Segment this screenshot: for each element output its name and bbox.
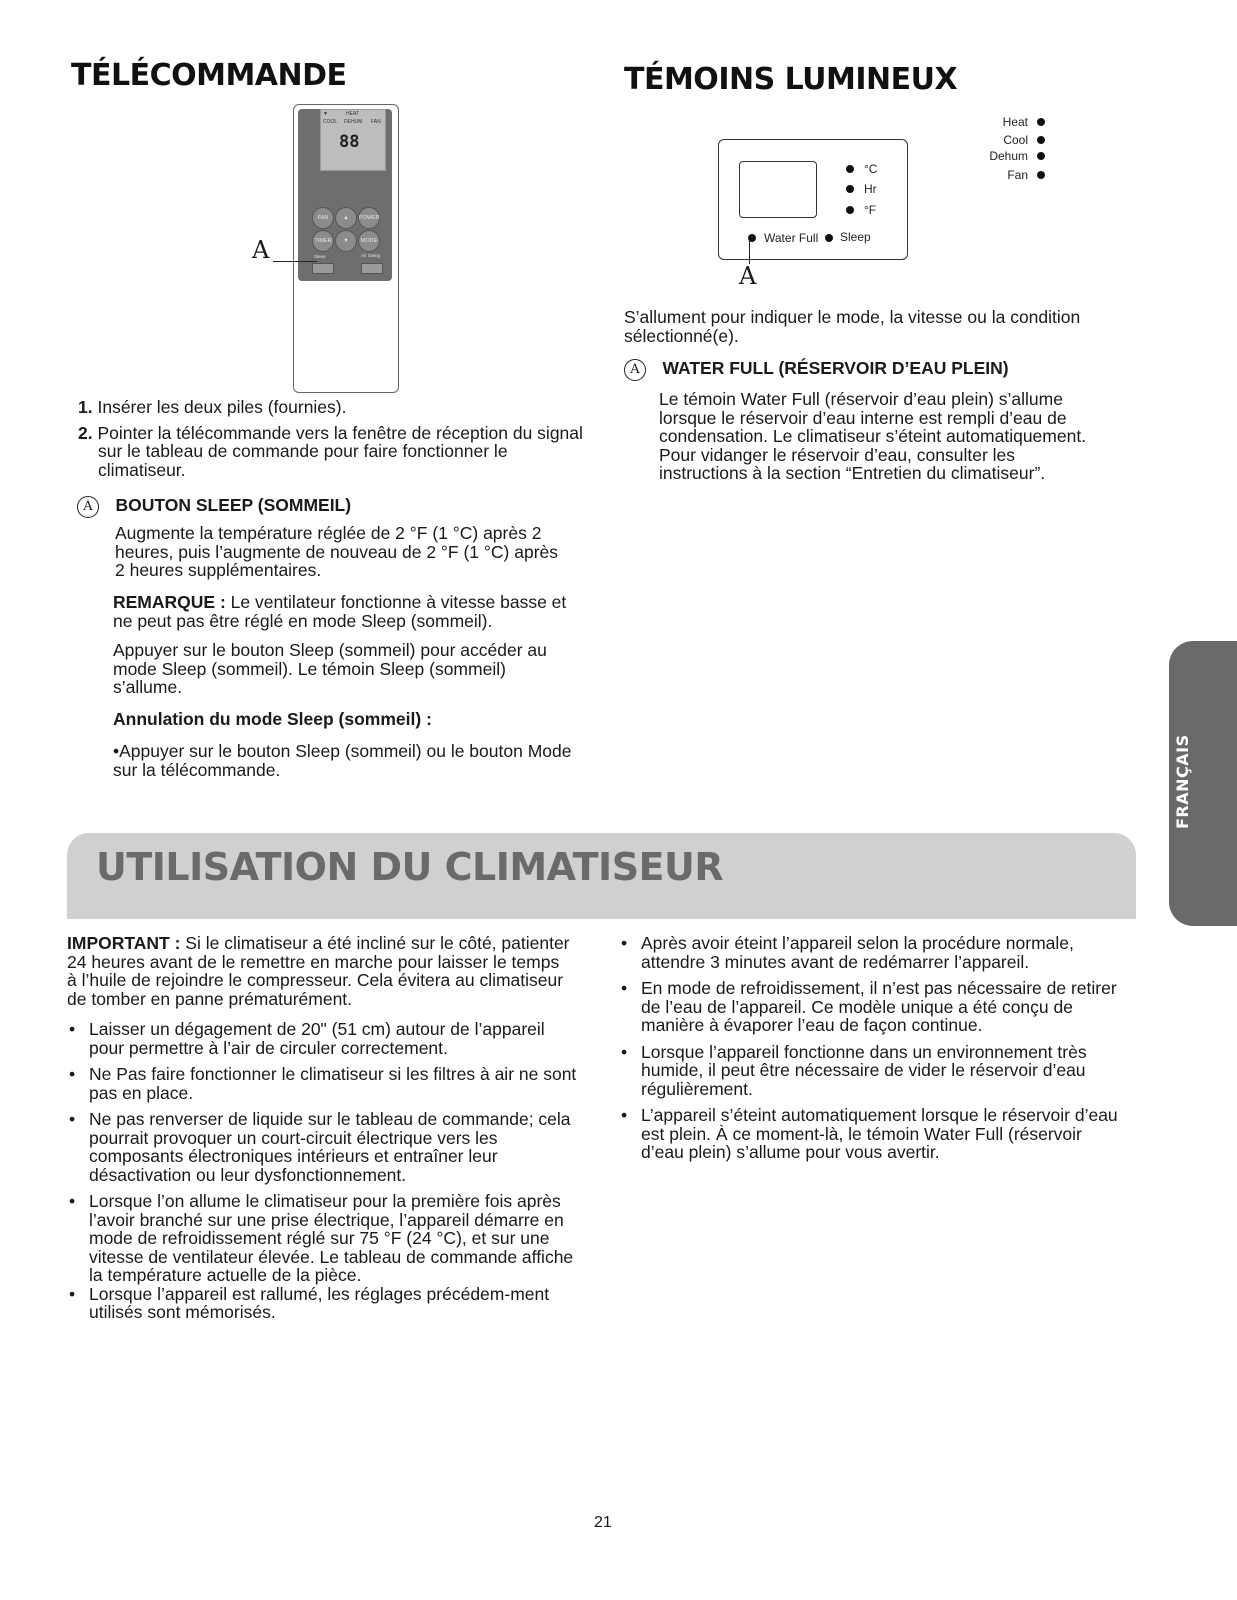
remote-swing-button[interactable] — [361, 263, 383, 274]
lcd-fan: FAN — [371, 119, 381, 125]
lcd-heat: HEAT — [346, 111, 359, 117]
remote-down-button[interactable]: ▼ — [335, 230, 357, 252]
sleep-heading-row — [77, 495, 351, 518]
lcd-dehum: DEHUM — [344, 119, 363, 125]
remote-control-illustration — [293, 104, 399, 393]
list-item: • En mode de refroidissement, il n’est pas nécessaire de retirer de l’eau de l’appareil. Ce modèle unique a été conçu de manière à évaporer l’eau de façon continue. — [619, 979, 1119, 1035]
mode-light-cool: Cool — [960, 132, 1050, 149]
callout-line — [749, 240, 750, 264]
panel-display — [739, 161, 817, 218]
list-item: • Ne Pas faire fonctionner le climatiseur si les filtres à air ne sont pas en place. — [67, 1065, 579, 1102]
list-item: • L’appareil s’éteint automatiquement lorsque le réservoir d’eau est plein. À ce moment-là, le témoin Water Full (réservoir d’eau plein) s’allume pour vous avertir. — [619, 1106, 1119, 1162]
remark-paragraph: REMARQUE : Le ventilateur fonctionne à vitesse basse et ne peut pas être réglé en mode Sleep (sommeil). — [113, 592, 567, 631]
list-item: • Ne pas renverser de liquide sur le tableau de commande; cela pourrait provoquer un court-circuit électrique vers les composants électroniques intérieurs et entraîner leur désactivation ou leur dysfonctionnement. — [67, 1110, 579, 1184]
list-item: • Lorsque l’appareil fonctionne dans un environnement très humide, il peut être nécessaire de vider le réservoir d’eau régulièrement. — [619, 1043, 1119, 1099]
hour-light — [846, 185, 854, 193]
section-banner — [67, 833, 1136, 919]
remote-power-button[interactable]: POWER — [358, 207, 380, 229]
list-item: • Lorsque l’appareil est rallumé, les réglages précédem-ment utilisés sont mémorisés. — [67, 1285, 579, 1322]
celsius-light — [846, 165, 854, 173]
section-title-indicators: TÉMOINS LUMINEUX — [624, 62, 958, 97]
mode-lights — [960, 114, 1050, 185]
water-full-label: Water Full — [764, 231, 819, 245]
remote-lcd — [320, 109, 386, 171]
usage-list-left — [67, 1020, 579, 1330]
callout-a-badge: A — [624, 359, 646, 381]
list-item: • Laisser un dégagement de 20" (51 cm) autour de l’appareil pour permettre à l’air de circuler correctement. — [67, 1020, 579, 1057]
language-tab-label: FRANÇAIS — [1173, 734, 1192, 829]
remote-sleep-button[interactable] — [312, 263, 334, 274]
step-item: 2. Pointer la télécommande vers la fenêtre de réception du signal sur le tableau de commande pour faire fonctionner le climatiseur. — [78, 422, 583, 480]
control-panel-illustration — [718, 139, 908, 260]
remote-face — [298, 109, 392, 281]
remote-sleep-label: Sleep — [314, 254, 326, 259]
fahrenheit-light — [846, 206, 854, 214]
indicators-intro: S’allument pour indiquer le mode, la vitesse ou la condition sélectionné(e). — [624, 307, 1081, 346]
mode-light-heat: Heat — [960, 114, 1050, 132]
water-full-heading: WATER FULL (RÉSERVOIR D’EAU PLEIN) — [662, 358, 1009, 378]
cancel-heading: Annulation du mode Sleep (sommeil) : — [113, 709, 432, 729]
sleep-label: Sleep — [840, 230, 871, 244]
panel-callout-a: A — [739, 262, 757, 290]
lcd-cool: COOL — [323, 119, 338, 125]
sleep-light — [825, 234, 833, 242]
remote-callout-a: A — [252, 236, 270, 264]
remote-up-button[interactable]: ▲ — [335, 207, 357, 229]
wifi-icon: ▼ — [323, 111, 328, 117]
usage-list-right — [619, 934, 1119, 1170]
mode-light-dehum: Dehum — [960, 149, 1050, 167]
remote-timer-button[interactable]: TIMER — [312, 230, 334, 252]
hour-label: Hr — [864, 182, 877, 196]
list-item: • Après avoir éteint l’appareil selon la procédure normale, attendre 3 minutes avant de redémarrer l’appareil. — [619, 934, 1119, 971]
cancel-text: •Appuyer sur le bouton Sleep (sommeil) ou le bouton Mode sur la télécommande. — [113, 741, 572, 780]
list-item: • Lorsque l’on allume le climatiseur pour la première fois après l’avoir branché sur une prise électrique, l’appareil démarre en mode de refroidissement réglé sur 75 °F (24 °C), et sur une vitesse de ventilateur élevée. Le tableau de commande affiche la température actuelle de la pièce. — [67, 1192, 579, 1285]
important-paragraph: IMPORTANT : Si le climatiseur a été incliné sur le côté, patienter 24 heures avant de le remettre en marche pour laisser le temps à l’huile de rejoindre le compresseur. Cela évitera au climatiseur de tomber en panne prématurément. — [67, 933, 570, 1009]
celsius-label: °C — [864, 162, 878, 176]
sleep-heading: BOUTON SLEEP (SOMMEIL) — [115, 495, 352, 515]
sleep-description: Augmente la température réglée de 2 °F (1 °C) après 2 heures, puis l’augmente de nouveau de 2 °F (1 °C) après 2 heures supplémentaires. — [115, 523, 559, 580]
sleep-activation-text: Appuyer sur le bouton Sleep (sommeil) pour accéder au mode Sleep (sommeil). Le témoin Sleep (sommeil) s’allume. — [113, 640, 547, 697]
language-tab — [1169, 641, 1237, 926]
water-full-text: Le témoin Water Full (réservoir d’eau plein) s’allume lorsque le réservoir d’eau interne est rempli d’eau de condensation. Le climatiseur s’éteint automatiquement. Pour vidanger le réservoir d’eau, consulter les instructions à la section “Entretien du climatiseur”. — [659, 389, 1087, 483]
page-number: 21 — [594, 1514, 612, 1531]
section-banner-title: UTILISATION DU CLIMATISEUR — [96, 845, 724, 889]
remote-mode-button[interactable]: MODE — [358, 230, 380, 252]
remote-swing-label: Air Swing — [361, 253, 381, 258]
step-item: 1. Insérer les deux piles (fournies). — [78, 397, 347, 417]
section-title-remote: TÉLÉCOMMANDE — [71, 58, 347, 93]
lcd-temp: 88 — [339, 132, 360, 152]
callout-a-badge: A — [77, 496, 99, 518]
mode-light-fan: Fan — [960, 167, 1050, 185]
callout-line — [273, 261, 317, 262]
water-full-heading-row — [624, 358, 1009, 381]
steps-list — [78, 398, 588, 486]
remote-fan-button[interactable]: FAN — [312, 207, 334, 229]
fahrenheit-label: °F — [864, 203, 877, 217]
